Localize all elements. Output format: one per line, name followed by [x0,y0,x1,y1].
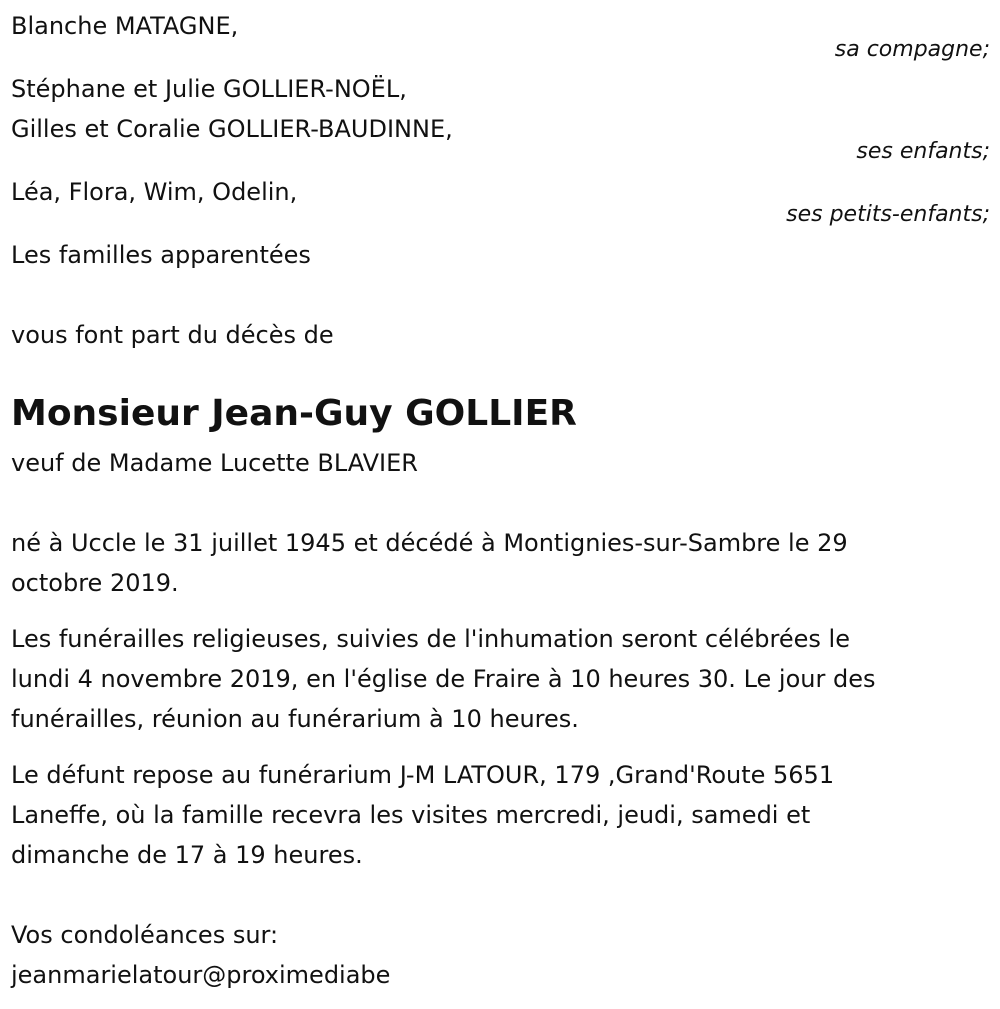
companion-name: Blanche MATAGNE, [11,12,239,40]
relatives-line: Les familles apparentées [11,241,311,269]
condolences-contact: jeanmarielatour@proximediabe [11,961,391,989]
funeral-line-3: funérailles, réunion au funérarium à 10 heures. [11,705,579,733]
visitation-line-1: Le défunt repose au funérarium J-M LATOUR, 179 ,Grand'Route 5651 [11,761,835,789]
child-line-2: Gilles et Coralie GOLLIER-BAUDINNE, [11,115,453,143]
birth-death-line-2: octobre 2019. [11,569,179,597]
visitation-line-2: Laneffe, où la famille recevra les visites mercredi, jeudi, samedi et [11,801,811,829]
funeral-line-2: lundi 4 novembre 2019, en l'église de Fraire à 10 heures 30. Le jour des [11,665,876,693]
funeral-line-1: Les funérailles religieuses, suivies de l'inhumation seront célébrées le [11,625,850,653]
condolences-label: Vos condoléances sur: [11,921,279,949]
companion-role: sa compagne; [834,37,990,62]
child-line-1: Stéphane et Julie GOLLIER-NOËL, [11,75,407,103]
birth-death-line-1: né à Uccle le 31 juillet 1945 et décédé à Montignies-sur-Sambre le 29 [11,529,848,557]
grandchildren-names: Léa, Flora, Wim, Odelin, [11,178,298,206]
deceased-name: Monsieur Jean-Guy GOLLIER [11,393,577,434]
widower-line: veuf de Madame Lucette BLAVIER [11,449,418,477]
announcement-line: vous font part du décès de [11,321,334,349]
visitation-line-3: dimanche de 17 à 19 heures. [11,841,363,869]
children-role: ses enfants; [856,139,990,164]
grandchildren-role: ses petits-enfants; [786,202,990,227]
